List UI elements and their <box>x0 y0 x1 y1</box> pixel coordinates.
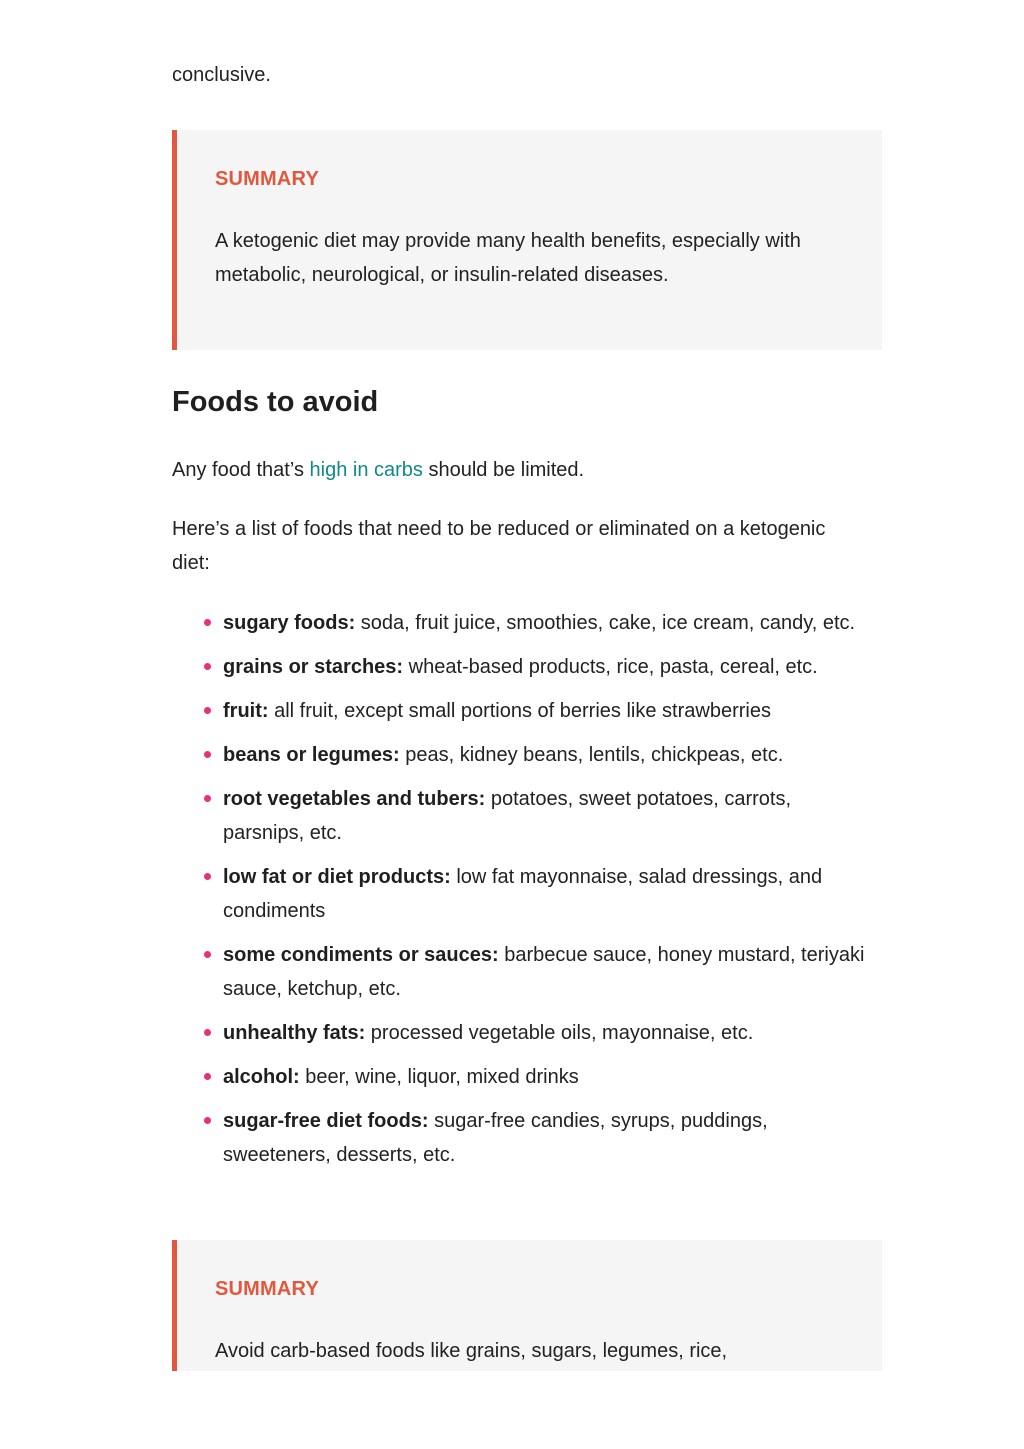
high-in-carbs-link[interactable]: high in carbs <box>309 459 423 481</box>
list-item-desc: beer, wine, liquor, mixed drinks <box>299 1066 579 1088</box>
list-item-desc: potatoes, sweet potatoes, carrots, parsnips, etc. <box>223 788 792 844</box>
bullet-icon <box>204 1117 211 1124</box>
list-item-term: fruit: <box>223 700 269 722</box>
list-item-term: sugar-free diet foods: <box>223 1110 429 1132</box>
list-item-term: sugary foods: <box>223 612 356 634</box>
intro-text-before: Any food that’s <box>172 459 310 481</box>
list-item-desc: soda, fruit juice, smoothies, cake, ice cream, candy, etc. <box>355 612 856 634</box>
list-item <box>172 606 872 640</box>
bullet-icon <box>204 1029 211 1036</box>
bullet-icon <box>204 873 211 880</box>
list-item-term: low fat or diet products: <box>223 866 451 888</box>
bullet-icon <box>204 795 211 802</box>
list-item-term: some condiments or sauces: <box>223 944 499 966</box>
list-item-term: root vegetables and tubers: <box>223 788 486 810</box>
summary-box <box>172 1240 882 1371</box>
bullet-icon <box>204 751 211 758</box>
list-item <box>172 1060 872 1094</box>
section-intro <box>172 453 584 487</box>
summary-title: SUMMARY <box>215 168 319 190</box>
intro-text-after: should be limited. <box>422 459 585 481</box>
bullet-icon <box>204 619 211 626</box>
list-item <box>172 1016 872 1050</box>
list-item-desc: low fat mayonnaise, salad dressings, and condiments <box>223 866 823 922</box>
list-intro: Here’s a list of foods that need to be reduced or eliminated on a ketogenic diet: <box>172 518 826 574</box>
section-heading: Foods to avoid <box>172 386 379 418</box>
list-item <box>172 938 872 1006</box>
list-item-term: unhealthy fats: <box>223 1022 366 1044</box>
summary-text: Avoid carb-based foods like grains, sugars, legumes, rice, <box>215 1340 728 1362</box>
list-item-desc: all fruit, except small portions of berries like strawberries <box>268 700 771 722</box>
list-item <box>172 694 872 728</box>
list-item-desc: barbecue sauce, honey mustard, teriyaki sauce, ketchup, etc. <box>223 944 865 1000</box>
list-item <box>172 650 872 684</box>
list-item <box>172 860 872 928</box>
summary-text: A ketogenic diet may provide many health benefits, especially with metabolic, neurological, or insulin-related diseases. <box>215 230 801 286</box>
list-item-term: alcohol: <box>223 1066 300 1088</box>
summary-title: SUMMARY <box>215 1278 319 1300</box>
list-item <box>172 738 872 772</box>
bullet-icon <box>204 707 211 714</box>
bullet-icon <box>204 663 211 670</box>
list-item-term: beans or legumes: <box>223 744 400 766</box>
list-item-desc: peas, kidney beans, lentils, chickpeas, etc. <box>399 744 784 766</box>
list-item-desc: wheat-based products, rice, pasta, cereal, etc. <box>403 656 818 678</box>
list-item-desc: processed vegetable oils, mayonnaise, etc. <box>365 1022 754 1044</box>
list-item <box>172 782 872 850</box>
bullet-icon <box>204 1073 211 1080</box>
list-item-desc: sugar-free candies, syrups, puddings, sweeteners, desserts, etc. <box>223 1110 768 1166</box>
bullet-icon <box>204 951 211 958</box>
summary-box <box>172 130 882 350</box>
list-item <box>172 1104 872 1172</box>
foods-to-avoid-list <box>172 606 872 1182</box>
lead-paragraph-tail: conclusive. <box>172 64 271 86</box>
list-item-term: grains or starches: <box>223 656 404 678</box>
